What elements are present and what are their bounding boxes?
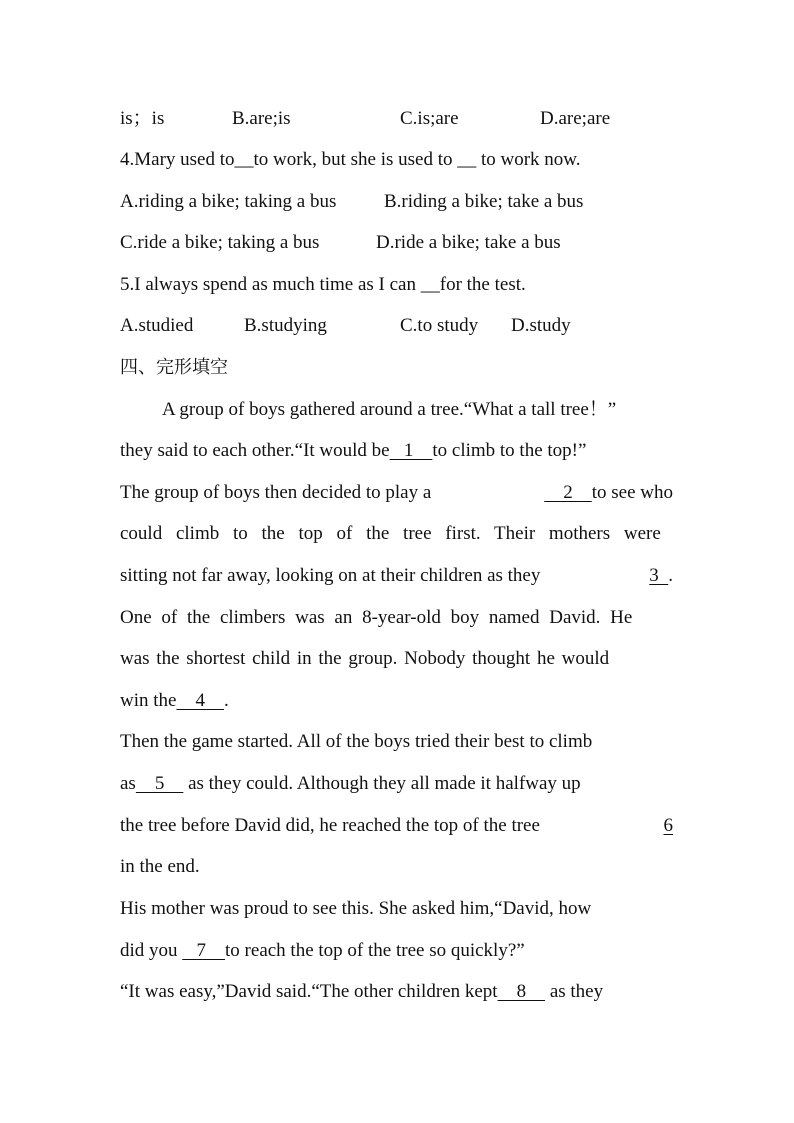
q5-option-c: C.to study bbox=[400, 315, 479, 336]
passage-line-9: Then the game started. All of the boys tried their best to climb bbox=[120, 731, 593, 752]
q4-stem: 4.Mary used to__to work, but she is used to __ to work now. bbox=[120, 149, 581, 170]
blank-6: 6 bbox=[663, 815, 673, 836]
q3-option-d: D.are;are bbox=[540, 108, 611, 129]
passage-line-11: the tree before David did, he reached the top of the tree 6 bbox=[120, 815, 673, 836]
passage-line-1: A group of boys gathered around a tree.“What a tall tree！” bbox=[162, 399, 617, 420]
passage-line-14: did you 7 to reach the top of the tree so quickly?” bbox=[120, 940, 525, 961]
blank-2: 2 bbox=[544, 482, 592, 503]
q4-option-a: A.riding a bike; taking a bus bbox=[120, 191, 337, 212]
blank-7: 7 bbox=[182, 940, 226, 961]
passage-line-3: The group of boys then decided to play a 2 to see who bbox=[120, 482, 673, 503]
section-title: 四、完形填空 bbox=[120, 357, 228, 378]
passage-line-4: could climb to the top of the tree first. Their mothers were bbox=[120, 523, 661, 544]
q5-option-a: A.studied bbox=[120, 315, 194, 336]
q5-stem: 5.I always spend as much time as I can __for the test. bbox=[120, 274, 526, 295]
passage-line-12: in the end. bbox=[120, 856, 200, 877]
blank-5: 5 bbox=[135, 773, 184, 794]
passage-line-13: His mother was proud to see this. She asked him,“David, how bbox=[120, 898, 592, 919]
passage-line-5: sitting not far away, looking on at their children as they 3 . bbox=[120, 565, 673, 586]
q4-option-d: D.ride a bike; take a bus bbox=[376, 232, 561, 253]
blank-3: 3 bbox=[649, 565, 669, 586]
blank-8: 8 bbox=[497, 981, 546, 1002]
q3-option-b: B.are;is bbox=[232, 108, 291, 129]
passage-line-8: win the 4 . bbox=[120, 690, 229, 711]
blank-4: 4 bbox=[176, 690, 224, 711]
passage-line-2: they said to each other.“It would be 1 to climb to the top!” bbox=[120, 440, 587, 461]
q4-option-b: B.riding a bike; take a bus bbox=[384, 191, 584, 212]
q3-option-c: C.is;are bbox=[400, 108, 459, 129]
q5-option-b: B.studying bbox=[244, 315, 327, 336]
passage-line-7: was the shortest child in the group. Nobody thought he would bbox=[120, 648, 610, 669]
q4-option-c: C.ride a bike; taking a bus bbox=[120, 232, 320, 253]
q3-option-a: is；is bbox=[120, 108, 165, 129]
blank-1: 1 bbox=[389, 440, 433, 461]
passage-line-6: One of the climbers was an 8-year-old boy named David. He bbox=[120, 607, 633, 628]
passage-line-15: “It was easy,”David said.“The other children kept 8 as they bbox=[120, 981, 604, 1002]
passage-line-10: as 5 as they could. Although they all made it halfway up bbox=[120, 773, 581, 794]
q5-option-d: D.study bbox=[511, 315, 571, 336]
